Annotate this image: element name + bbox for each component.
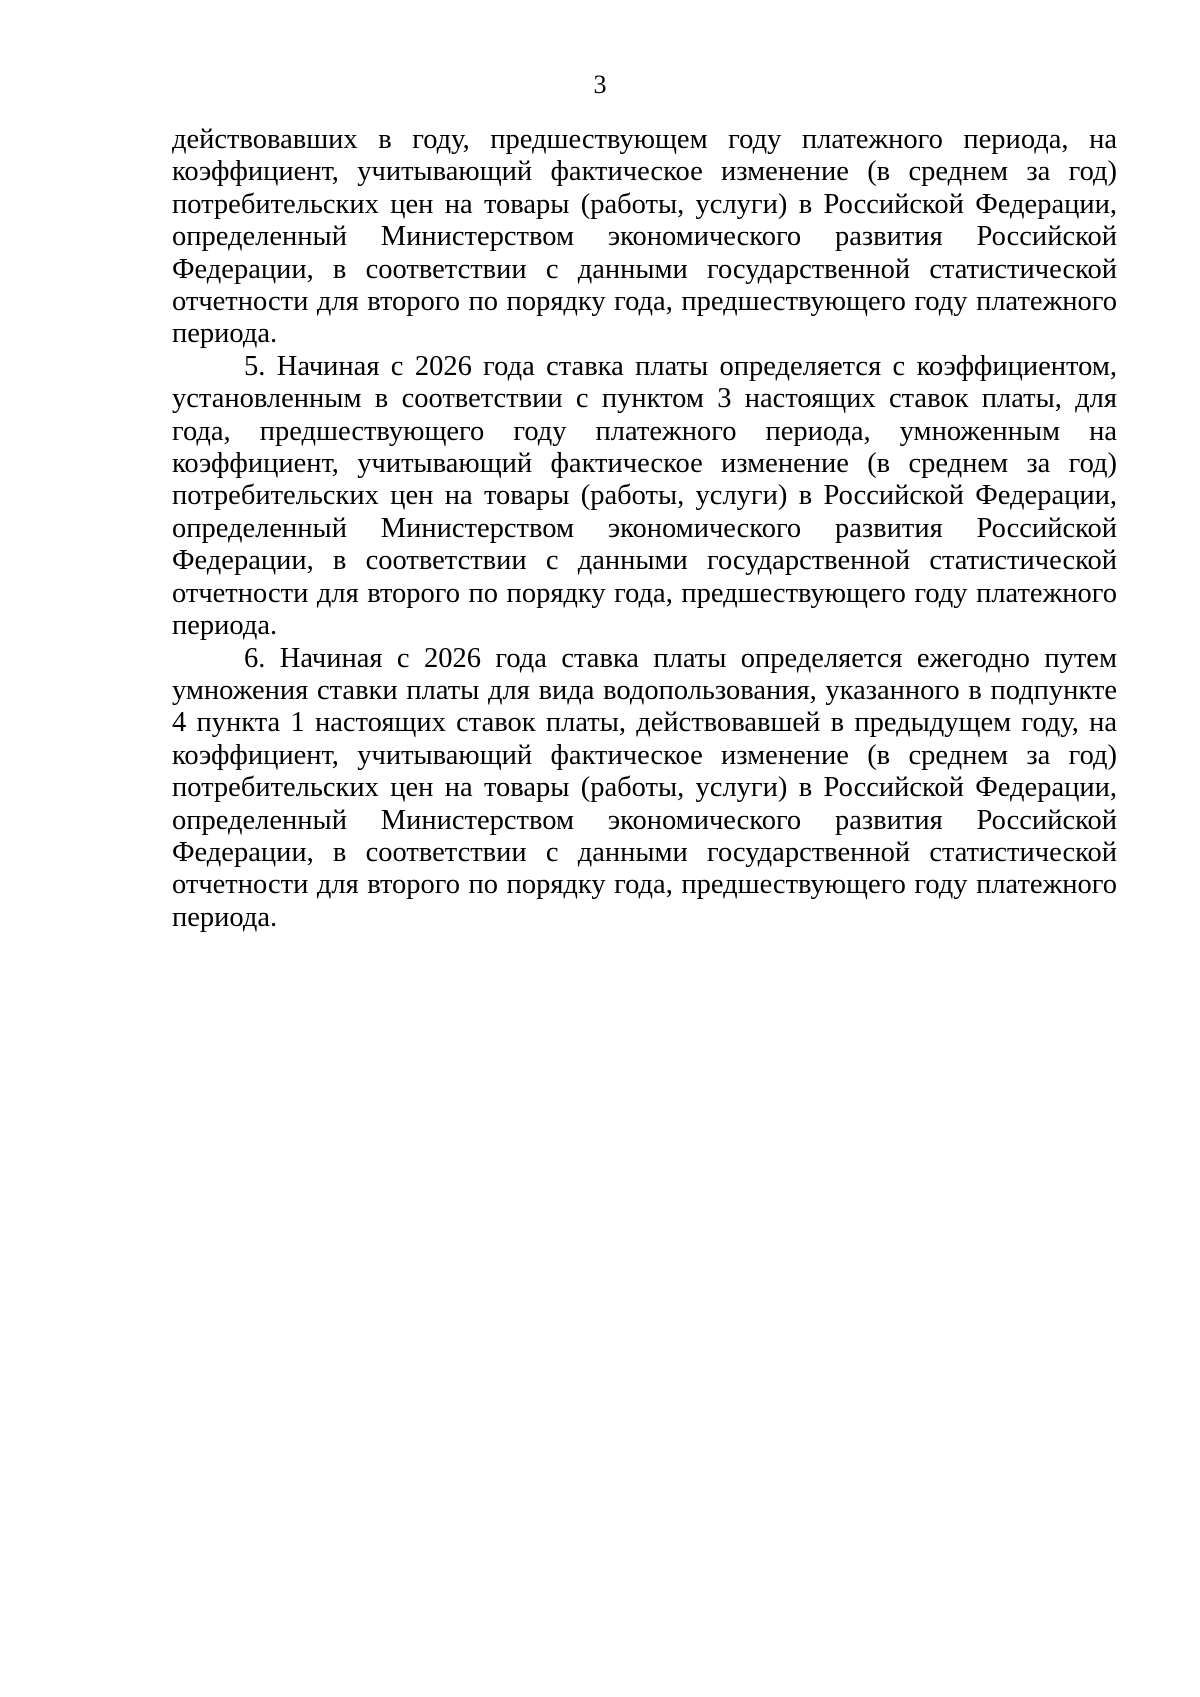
- document-body: [172, 124, 1117, 934]
- paragraph-item-6: 6. Начиная с 2026 года ставка платы определяется ежегодно путем умножения ставки платы для вида водопользования, указанного в подпункте 4 пункта 1 настоящих ставок платы, действовавшей в предыдущем году, на коэффициент, учитывающий фактическое изменение (в среднем за год) потребительских цен на товары (работы, услуги) в Российской Федерации, определенный Министерством экономического развития Российской Федерации, в соответствии с данными государственной статистической отчетности для второго по порядку года, предшествующего году платежного периода.: [172, 642, 1117, 933]
- page-number: 3: [593, 70, 607, 99]
- paragraph-item-5: 5. Начиная с 2026 года ставка платы определяется с коэффициентом, установленным в соответствии с пунктом 3 настоящих ставок платы, для года, предшествующего году платежного периода, умноженным на коэффициент, учитывающий фактическое изменение (в среднем за год) потребительских цен на товары (работы, услуги) в Российской Федерации, определенный Министерством экономического развития Российской Федерации, в соответствии с данными государственной статистической отчетности для второго по порядку года, предшествующего году платежного периода.: [172, 350, 1117, 642]
- paragraph-continuation: действовавших в году, предшествующем году платежного периода, на коэффициент, учитывающий фактическое изменение (в среднем за год) потребительских цен на товары (работы, услуги) в Российской Федерации, определенный Министерством экономического развития Российской Федерации, в соответствии с данными государственной статистической отчетности для второго по порядку года, предшествующего году платежного периода.: [172, 124, 1117, 350]
